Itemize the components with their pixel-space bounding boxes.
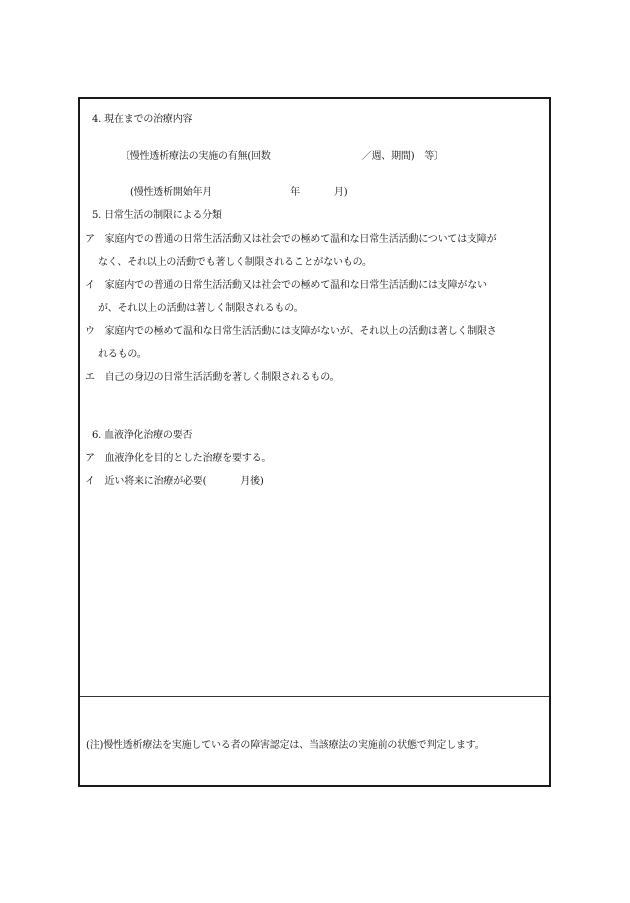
section5-heading: 5. 日常生活の制限による分類: [92, 210, 222, 221]
dialysis-frequency-label: 〔慢性透析療法の実施の有無(回数: [120, 151, 271, 162]
dialysis-start-year-label: 年: [290, 187, 300, 198]
blood-purification-item-a: ア 血液浄化を目的とした治療を要する。: [85, 453, 272, 464]
section6-heading: 6. 血液浄化治療の要否: [92, 430, 193, 441]
blood-purification-item-b: [85, 475, 264, 489]
note-divider: [80, 696, 549, 697]
dialysis-frequency-line: [120, 150, 444, 164]
classification-item-b-line1: イ 家庭内での普通の日常生活活動又は社会での極めて温和な日常生活活動には支障がない: [85, 280, 487, 291]
classification-item-c-line2: れるもの。: [98, 349, 147, 360]
classification-item-c-line1: ウ 家庭内での極めて温和な日常生活活動には支障がないが、それ以上の活動は著しく制限さ: [85, 326, 497, 337]
dialysis-start-label: (慢性透析開始年月: [130, 187, 213, 198]
medical-form-box: [78, 97, 551, 787]
blood-purification-months-label: 月後): [240, 476, 264, 487]
classification-item-d-line1: エ 自己の身辺の日常生活活動を著しく制限されるもの。: [85, 372, 340, 383]
classification-item-a-line2: なく、それ以上の活動でも著しく制限されることがないもの。: [98, 257, 372, 268]
dialysis-period-label: ／週、期間) 等〕: [361, 151, 444, 162]
dialysis-start-month-label: 月): [333, 187, 348, 198]
footnote: (注)慢性透析療法を実施している者の障害認定は、当該療法の実施前の状態で判定します。: [86, 740, 485, 751]
classification-item-b-line2: が、それ以上の活動は著しく制限されるもの。: [98, 303, 304, 314]
dialysis-start-line: [130, 186, 347, 200]
blood-purification-item-b-label: イ 近い将来に治療が必要(: [85, 476, 207, 487]
classification-item-a-line1: ア 家庭内での普通の日常生活活動又は社会での極めて温和な日常生活活動については支障が: [85, 234, 497, 245]
section4-heading: 4. 現在までの治療内容: [92, 114, 193, 125]
